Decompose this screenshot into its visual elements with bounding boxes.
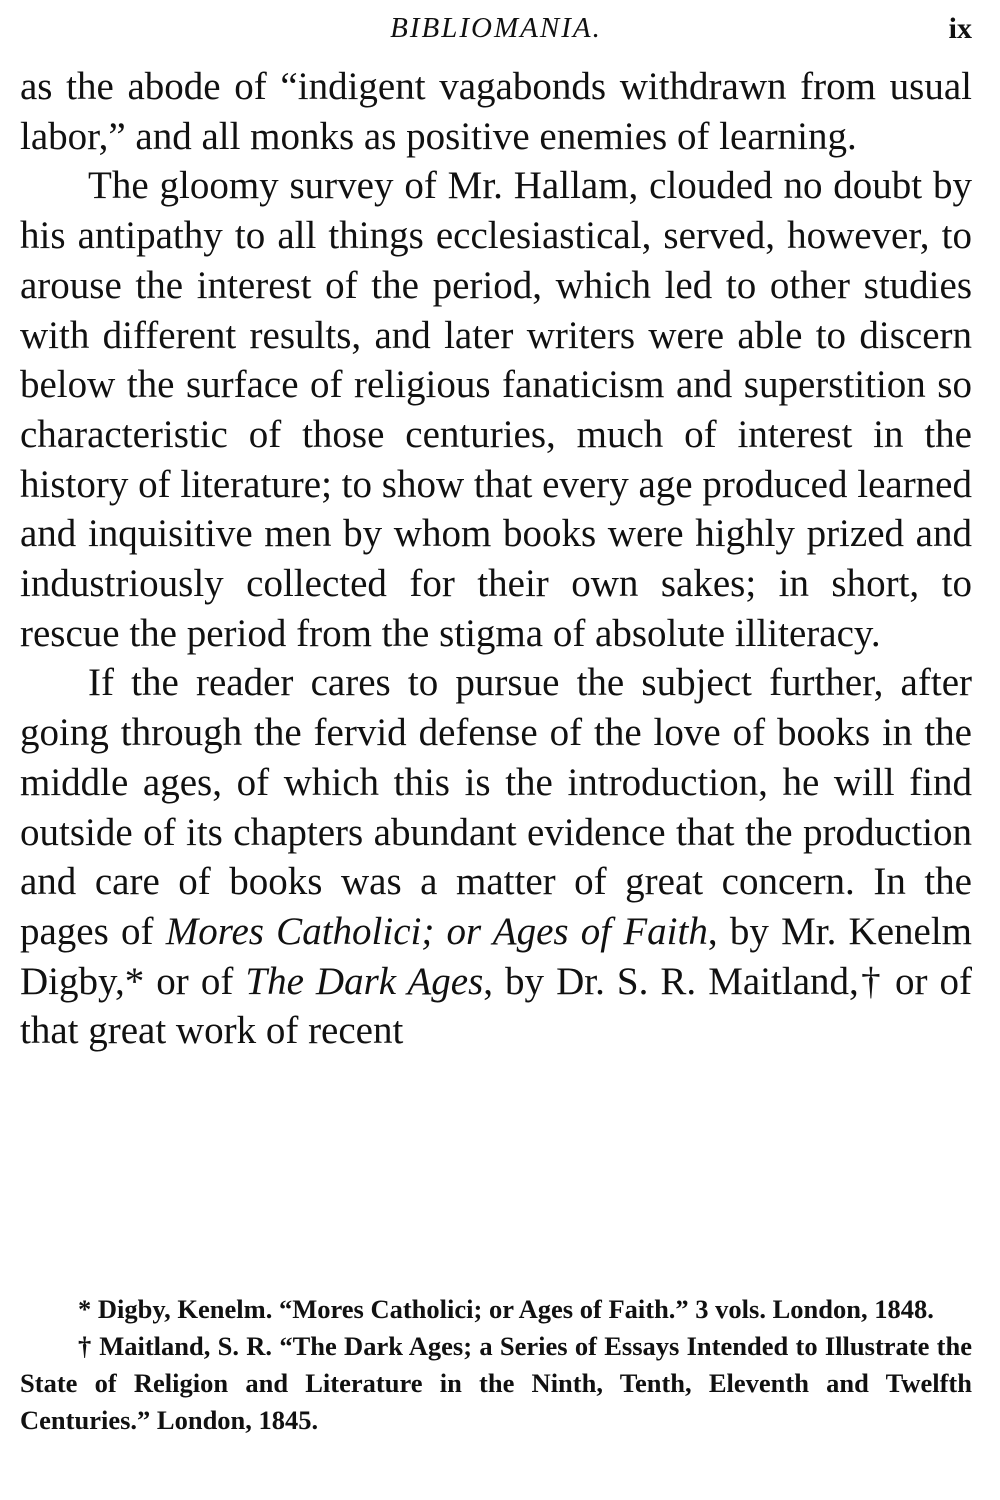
paragraph-text: , by Dr. S. R. Maitland,† or of that great work of recent [20, 959, 972, 1053]
book-title-mores-catholici: Mores Catholici; or Ages of Faith [165, 909, 708, 953]
paragraph-text: If the reader cares to pursue the subject further, after going through the fervid defense of the love of books in the middle ages, of which this is the introduction, he will find outside of its chapters abundant evidence that the production and care of books was a matter of great concern. In the pages of [20, 661, 972, 953]
paragraph-text: , by Mr. Kenelm Digby,* or of [20, 909, 973, 1003]
paragraph-continued: as the abode of “indigent vagabonds withdrawn from usual labor,” and all monks as positive enemies of learning. [20, 65, 972, 158]
footnotes [20, 1291, 972, 1439]
running-title: BIBLIOMANIA. [390, 12, 602, 44]
book-title-dark-ages: The Dark Ages [245, 959, 484, 1003]
page-header [20, 0, 972, 62]
main-text [20, 62, 972, 1056]
footnote-digby: * Digby, Kenelm. “Mores Catholici; or Ages of Faith.” 3 vols. London, 1848. [78, 1294, 934, 1324]
paragraph-hallam: The gloomy survey of Mr. Hallam, clouded no doubt by his antipathy to all things ecclesiastical, served, however, to arouse the interest of the period, which led to other studies with different results, and later writers were able to discern below the surface of religious fanaticism and superstition so characteristic of those centuries, much of interest in the history of literature; to show that every age produced learned and inquisitive men by whom books were highly prized and industriously collected for their own sakes; in short, to rescue the period from the stigma of absolute illiteracy. [20, 164, 972, 655]
paragraph-further-reading [20, 658, 972, 1056]
book-page [20, 0, 972, 1500]
page-number: ix [948, 12, 972, 45]
footnote-maitland: † Maitland, S. R. “The Dark Ages; a Series of Essays Intended to Illustrate the State of Religion and Literature in the Ninth, Tenth, Eleventh and Twelfth Centuries.” London, 1845. [20, 1331, 972, 1435]
